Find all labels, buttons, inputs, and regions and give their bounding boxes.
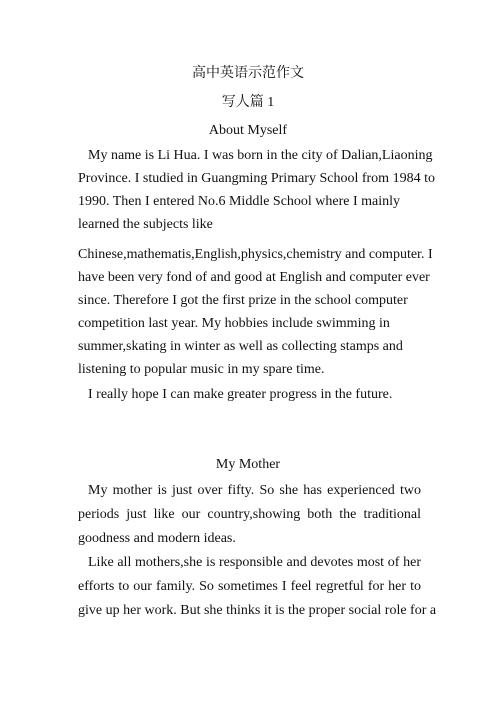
paragraph-line: summer,skating in winter as well as collecting stamps and [78,339,403,354]
paragraph-line: Chinese,mathematis,English,physics,chemistry and computer. I [78,247,433,262]
paragraph-line: My mother is just over fifty. So she has experienced two [88,483,421,498]
paragraph-line: Province. I studied in Guangming Primary School from 1984 to [78,171,435,186]
paragraph-line: listening to popular music in my spare time. [78,362,325,377]
essay-title-my-mother: My Mother [215,457,281,472]
paragraph-line: since. Therefore I got the first prize in the school computer [78,293,408,308]
document-subtitle: 写人篇 1 [221,95,275,110]
paragraph-line: I really hope I can make greater progress in the future. [88,387,393,402]
paragraph-line: competition last year. My hobbies include swimming in [78,316,390,331]
document-title: 高中英语示范作文 [192,66,304,81]
paragraph-line: Like all mothers,she is responsible and devotes most of her [88,555,421,570]
paragraph-line: learned the subjects like [78,217,213,232]
paragraph-line: My name is Li Hua. I was born in the city of Dalian,Liaoning [88,148,433,163]
paragraph-line: efforts to our family. So sometimes I feel regretful for her to [78,579,421,594]
paragraph-line: 1990. Then I entered No.6 Middle School where I mainly [78,194,401,209]
paragraph-line: give up her work. But she thinks it is the proper social role for a [78,603,437,618]
paragraph-line: goodness and modern ideas. [78,531,236,546]
essay-title-about-myself: About Myself [208,123,288,138]
paragraph-line: have been very fond of and good at English and computer ever [78,270,430,285]
paragraph-line: periods just like our country,showing both the traditional [78,507,421,522]
